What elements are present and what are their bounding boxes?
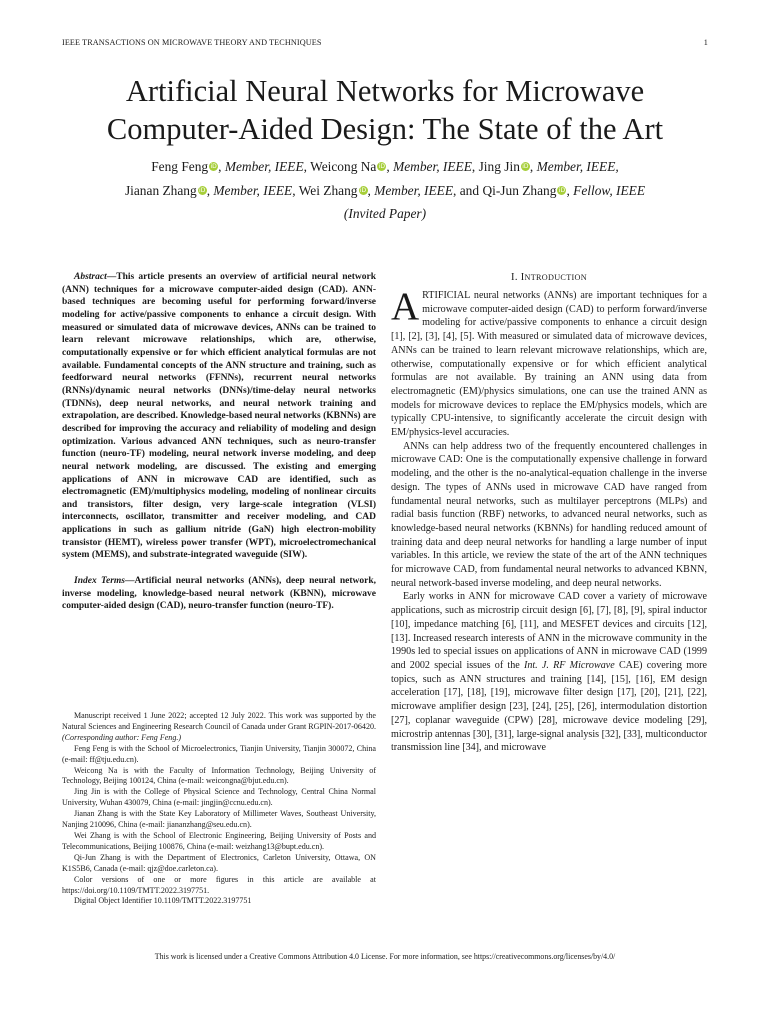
index-terms-text: Artificial neural networks (ANNs), deep neural network, inverse modeling, knowledge-based neural network (KBNN), microwave computer-aided design (CAD), neuro-transfer function (neuro-TF). xyxy=(62,576,376,612)
abstract-label: Abstract xyxy=(74,272,107,282)
running-header xyxy=(62,38,708,47)
orcid-icon[interactable]: iD xyxy=(378,163,385,170)
author-name: Jing Jin xyxy=(478,159,520,174)
section-title-rest: NTRODUCTION xyxy=(524,273,587,282)
author-membership: Member, IEEE, xyxy=(536,159,619,174)
invited-paper-note: (Invited Paper) xyxy=(343,206,427,221)
author-name: Feng Feng xyxy=(151,159,209,174)
index-terms-label: Index Terms xyxy=(74,576,125,587)
author-membership: Member, IEEE xyxy=(393,159,472,174)
author-name: Wei Zhang xyxy=(298,182,358,198)
author-membership: Fellow, IEEE xyxy=(573,182,646,198)
abstract-text: This article presents an overview of artificial neural network (ANN) techniques for a microwave computer-aided design (CAD). ANN-based techniques are becoming useful for performing forward/inverse modeling for active/passive components to enhance a circuit design. With measured or simulated data of microwave devices, ANNs can be trained to learn relevant microwave relationships, which are, otherwise, computationally expensive or for which efficient analytical formulas are not available. Fundamental concepts of the ANN structure and training, such as feedforward neural networks (FFNNs), recurrent neural networks (RNNs)/dynamic neural networks (DNNs)/time-delay neural networks (TDNNs), deep neural networks, and neural network training and extrapolation, are described. Knowledge-based neural networks (KBNNs) are described for improving the accuracy and reliability of modeling and design optimization. Various advanced ANN techniques, such as neuro-transfer function (neuro-TF) modeling, neural network inverse modeling, and deep neural network modeling, are discussed. The existing and emerging applications of ANN in microwave CAD are identified, such as electromagnetic (EM)/multiphysics modeling, modeling of nonlinear circuits and transistors, filter design, very large-scale integration (VLSI) interconnects, oscillator, transmitter and receiver modeling, and CAD applications in such as gallium nitride (GaN) high electron-mobility transistor (HEMT), wireless power transfer (WPT), microelectromechanical system (MEMS), and substrate-integrated waveguide (SIW). xyxy=(62,272,376,561)
footnote-affiliation: Feng Feng is with the School of Microelectronics, Tianjin University, Tianjin 300072, China (e-mail: ff@tju.edu.cn). xyxy=(62,743,376,764)
orcid-icon[interactable]: iD xyxy=(199,186,206,194)
intro-paragraph-1 xyxy=(391,285,707,440)
section-heading xyxy=(391,271,707,285)
author-block xyxy=(40,155,730,226)
orcid-icon[interactable]: iD xyxy=(359,186,367,194)
footnote-corresponding: (Corresponding author: Feng Feng.) xyxy=(62,732,182,742)
title-line-1: Artificial Neural Networks for Microwave xyxy=(125,74,645,108)
footnote-affiliation: Jianan Zhang is with the State Key Laboratory of Millimeter Waves, Southeast University, Nanjing 210096, China (e-mail: jiananzhang@seu.edu.cn). xyxy=(62,809,376,830)
page-number: 1 xyxy=(703,38,708,47)
index-terms-dash: — xyxy=(125,576,135,587)
footnote-manuscript-text: Manuscript received 1 June 2022; accepted 12 July 2022. This work was supported by the Natural Sciences and Engineering Research Council of Canada under Grant RGPIN-2017-06420. xyxy=(62,711,376,731)
footnote-doi: Digital Object Identifier 10.1109/TMTT.2022.3197751 xyxy=(74,896,252,906)
paragraph-text: CAE) covering more topics, such as ANN structures and training [14], [15], [16], EM design acceleration [17], [18], [19], microwave filter design [17], [20], [21], [22], microwave amplifier design [23], [24], [25], [26], intermodulation distortion [27], coplanar waveguide (CPW) [28], microwave device modeling [29], microstrip antennas [30], [31], large-signal analysis [32], [33], multiconductor transmission line [34], and microwave xyxy=(391,659,708,754)
footnote-color-versions: Color versions of one or more figures in this article are available at https://doi.org/10.1109/TMTT.2022.3197751. xyxy=(62,874,376,895)
orcid-icon[interactable]: iD xyxy=(210,163,217,170)
index-terms xyxy=(62,575,376,613)
left-column xyxy=(62,271,376,613)
author-line-2: Jianan Zhang iD, Member, IEEE, Wei Zhang iD, Member, IEEE, and Qi-Jun Zhang iD, Fellow, IEEE xyxy=(124,182,646,198)
section-title-initial: I xyxy=(520,272,525,283)
author-conjunction: and xyxy=(459,182,480,198)
author-name: Jianan Zhang xyxy=(124,182,197,198)
author-membership: Member, IEEE xyxy=(374,182,454,198)
small-caps-lead: RTIFICIAL xyxy=(422,290,470,301)
footnote-manuscript xyxy=(62,711,376,744)
abstract xyxy=(62,271,376,562)
author-membership: Member, IEEE xyxy=(213,182,293,198)
author-name: Qi-Jun Zhang xyxy=(482,182,557,198)
author-membership: Member, IEEE xyxy=(224,159,304,174)
drop-cap: A xyxy=(391,285,420,328)
journal-name: IEEE TRANSACTIONS ON MICROWAVE THEORY AND TECHNIQUES xyxy=(62,38,322,47)
abstract-dash: — xyxy=(106,272,117,282)
footnote-affiliation: Jing Jin is with the College of Physical Science and Technology, Central China Normal University, Wuhan 430079, China (e-mail: jingjin@ccnu.edu.cn). xyxy=(62,787,376,808)
paragraph-text: neural networks (ANNs) are important techniques for a microwave computer-aided design (CAD) to perform forward/inverse modeling for active/passive components to enhance a circuit design [1], [2], [3], [4], [5]. With measured or simulated data of microwave devices, ANNs can be trained to learn relevant microwave relationships, which are, otherwise, computationally expensive or for which efficient analytical formulas are not available. By training an ANN using data from electromagnetic (EM)/physics simulations, one can use the trained ANN as models for microwave devices to replace the EM/physics models, which are typically CPU-intensive, to significantly accelerate the circuit design with EM/physics-level accuracies. xyxy=(391,290,707,439)
intro-paragraph-2: ANNs can help address two of the frequently encountered challenges in microwave CAD: One is the computationally expensive challenge in forward modeling, and the other is the no-analytical-equation challenge in the inverse design. The types of ANNs used in microwave CAD have ranged from fundamental neural networks, such as multilayer perceptrons (MLPs) and radial basis function (RBF) networks, to advanced neural networks, such as knowledge-based neural networks (KBNNs) for handling reduced amount of training data and deep neural networks for handling a large number of input variables. In this article, we review the state of the art of the ANN techniques for microwave CAD, from fundamental neural networks to advanced KBNN, neural network-based inverse modeling, and deep neural networks. xyxy=(391,440,707,589)
orcid-icon[interactable]: iD xyxy=(522,163,529,170)
footnote-affiliation: Wei Zhang is with the School of Electronic Engineering, Beijing University of Posts and Telecommunications, Beijing 100876, China (e-mail: weizhang13@bupt.edu.cn). xyxy=(62,830,376,851)
intro-paragraph-3 xyxy=(391,590,707,754)
footnotes xyxy=(62,711,376,907)
author-name: Weicong Na xyxy=(310,159,377,174)
footnote-affiliation: Weicong Na is with the Faculty of Information Technology, Beijing University of Technology, Beijing 100124, China (e-mail: weicongna@bjut.edu.cn). xyxy=(62,765,376,786)
section-number: I. xyxy=(511,272,518,283)
author-line-1: Feng Feng iD, Member, IEEE, Weicong Na iD, Member, IEEE, Jing Jin iD, Member, IEEE, xyxy=(151,159,619,174)
footnote-affiliation: Qi-Jun Zhang is with the Department of Electronics, Carleton University, Ottawa, ON K1S5B6, Canada (e-mail: qjz@doe.carleton.ca). xyxy=(62,852,376,873)
right-column xyxy=(391,271,707,755)
paper-title xyxy=(40,72,730,148)
journal-citation: Int. J. RF Microwave xyxy=(523,659,615,671)
license-footer: This work is licensed under a Creative Commons Attribution 4.0 License. For more information, see https://creativecommons.org/licenses/by/4.0/ xyxy=(154,952,616,961)
orcid-icon[interactable]: iD xyxy=(558,186,566,194)
paragraph-text: Early works in ANN for microwave CAD cover a variety of microwave applications, such as microstrip circuit design [6], [7], [8], [9], spiral inductor [10], impedance matching [6], [11], and MESFET devices and circuits [12], [13]. Increased research interests of ANN in the microwave community in the 1990s led to special issues on applications of ANN in microwave CAD (1999 and 2002 special issues of the xyxy=(391,591,707,671)
title-line-2: Computer-Aided Design: The State of the Art xyxy=(106,112,664,146)
